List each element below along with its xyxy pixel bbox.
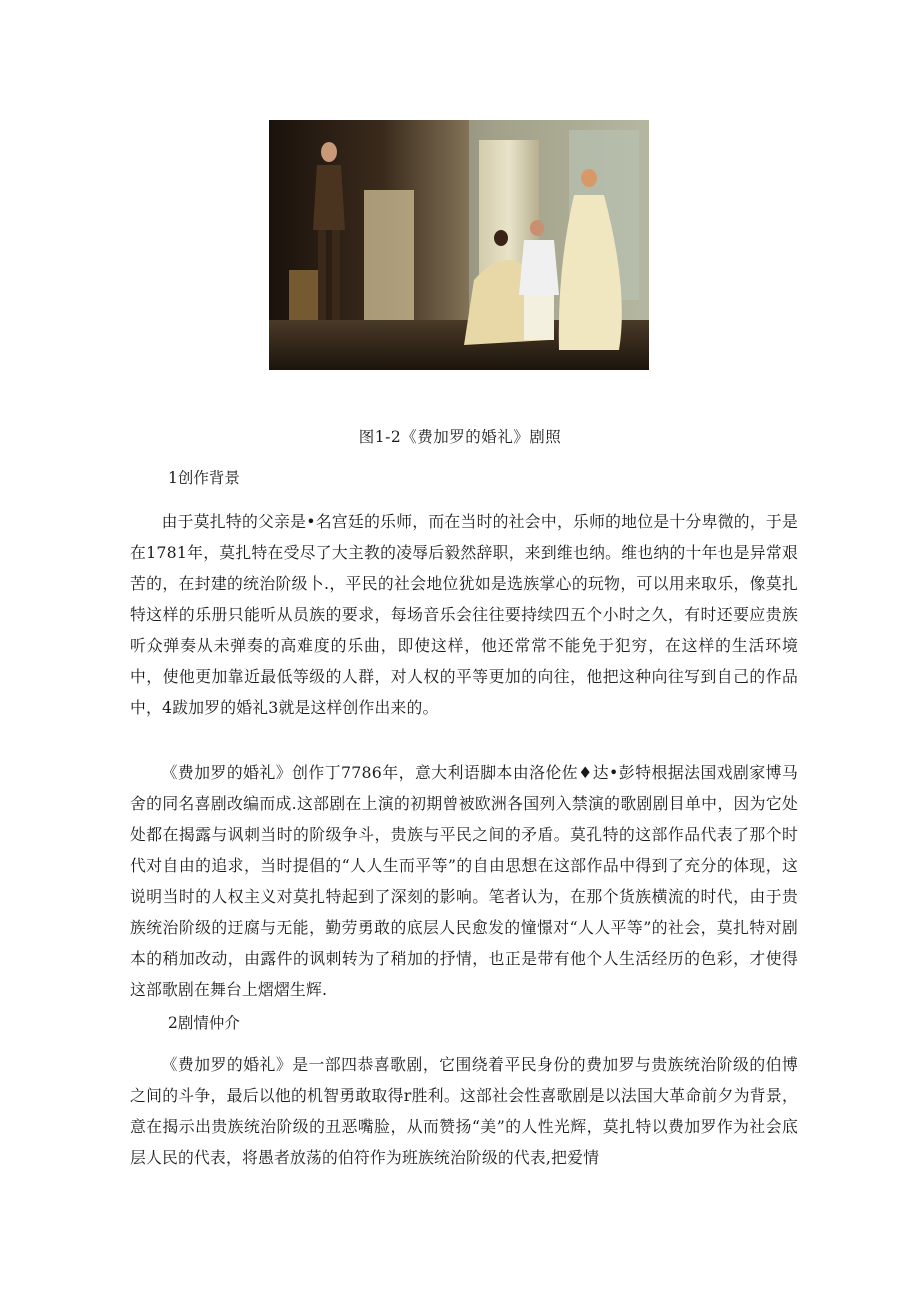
section-heading-creation-background: 1创作背景	[168, 469, 240, 487]
opera-stage-photo	[269, 120, 649, 370]
paragraph-creation-background-2: 《费加罗的婚礼》创作丁7786年，意大利语脚本由洛伦佐♦达•彭特根据法国戏剧家博马舍的同名喜剧改编而成.这部剧在上演的初期曾被欧洲各国列入禁演的歌剧剧目单中，因为它处处都在揭露与讽刺当时的阶级争斗，贵族与平民之间的矛盾。莫孔特的这部作品代表了那个时代对自由的追求，当时提倡的“人人生而平等”的自由思想在这部作品中得到了充分的体现，这说明当时的人权主义对莫扎特起到了深刻的影响。笔者认为，在那个货族横流的时代，由于贵族统治阶级的迂腐与无能，勤劳勇敢的底层人民愈发的憧憬对“人人平等”的社会，莫扎特对剧本的稍加改动，由露件的讽刺转为了稍加的抒情，也正是带有他个人生活经历的色彩，才使得这部歌剧在舞台上熠熠生辉.	[130, 763, 798, 999]
paragraph-creation-background-1: 由于莫扎特的父亲是•名宫廷的乐师，而在当时的社会中，乐师的地位是十分卑微的，于是在1781年，莫扎特在受尽了大主教的凌辱后毅然辞职，来到维也纳。维也纳的十年也是异常艰苦的，在封建的统治阶级卜.，平民的社会地位犹如是选族掌心的玩物，可以用来取乐，像莫扎特这样的乐册只能听从员族的要求，每场音乐会往往要持续四五个小时之久，有时还要应贵族听众弹奏从未弹奏的高难度的乐曲，即使这样，他还常常不能免于犯穷，在这样的生活环境中，使他更加靠近最低等级的人群，对人权的平等更加的向往，他把这种向往写到自己的作品中，4跋加罗的婚礼3就是这样创作出来的。	[130, 512, 798, 717]
section-heading-plot-summary: 2剧情仲介	[168, 1014, 240, 1032]
paragraph-plot-summary-1: 《费加罗的婚礼》是一部四恭喜歌剧，它围绕着平民身份的费加罗与贵族统治阶级的伯博之间的斗争，最后以他的机智勇敢取得r胜利。这部社会性喜歌剧是以法国大革命前夕为背景，意在揭示出贵族统治阶级的丑恶嘴脸，从而赞扬“美”的人性光辉，莫扎特以费加罗作为社会底层人民的代表，将愚者放荡的伯符作为班族统治阶级的代表,把爱情	[130, 1055, 798, 1167]
figure-caption: 图1-2《费加罗的婚礼》剧照	[358, 428, 562, 446]
